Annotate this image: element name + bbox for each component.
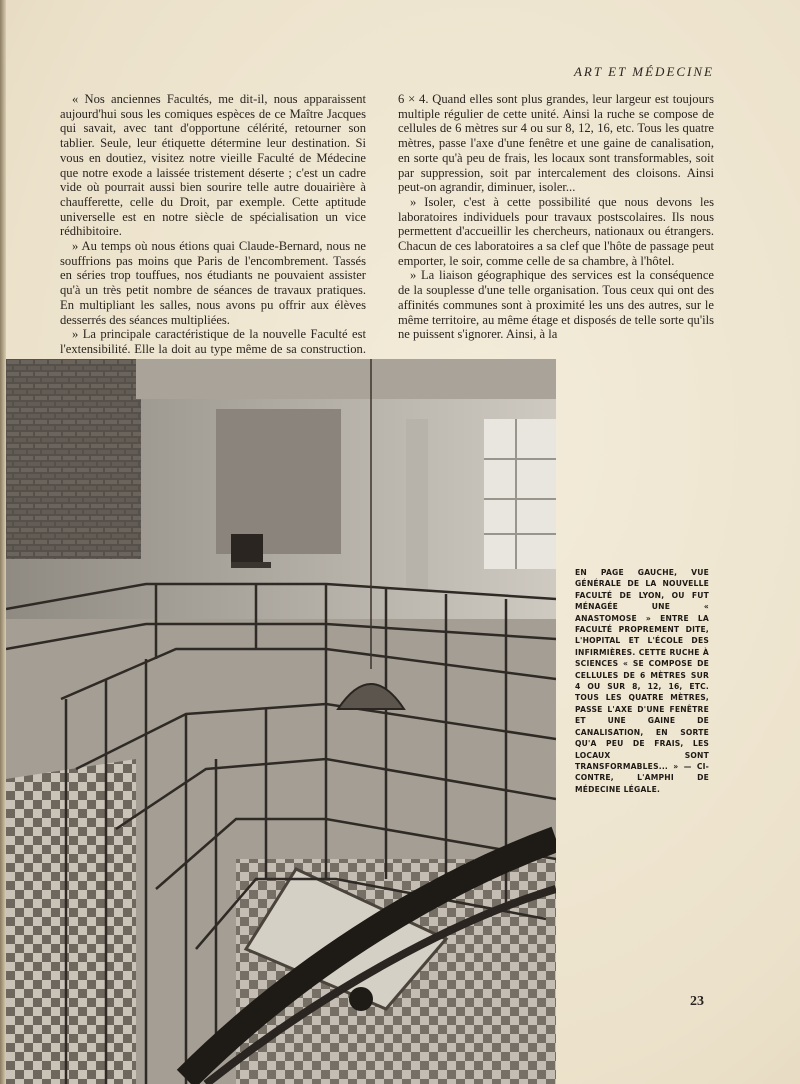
section-header: ART ET MÉDECINE [573, 64, 714, 79]
paragraph: 6 × 4. Quand elles sont plus grandes, leur largeur est toujours multiple régulier de cette unité. Ainsi la ruche se compose de cellules de 6 mètres sur 4 ou sur 8, 12, 16, etc. Tous les quatre mètres, passe l'axe d'une fenêtre et une gaine de canalisation, en sorte qu'à peu de frais, les locaux sont transformables, soit par suppression, soit par intercalement des cloisons. Ainsi peut-on agrandir, diminuer, isoler... [398, 92, 714, 195]
paragraph: « Nos anciennes Facultés, me dit-il, nous apparaissent aujourd'hui sous les comiques espèces de ce Maître Jacques qui savait, avec tant d'opportune célérité, retourner son tablier. Seule, leur étiquette détermine leur destination. Si vous en doutiez, visitez notre vieille Faculté de Médecine que notre exode a laissée tristement déserte ; c'est un cadre vide où pourrait aussi bien sourire telle autre douairière à chaufferette, celle du Droit, par exemple. Cette aptitude universelle est en notre siècle de spécialisation un vice rédhibitoire. [60, 92, 366, 239]
amphitheatre-photo [6, 359, 556, 1084]
page-number: 23 [690, 994, 704, 1009]
paragraph: » Au temps où nous étions quai Claude-Bernard, nous ne souffrions pas moins que Paris de l'encombrement. Tassés en séries trop touffues, nos étudiants ne pouvaient assister qu'à un très petit nombre de séances de travaux pratiques. En multipliant les salles, nous avons pu offrir aux élèves desserrés des séances multipliées. [60, 239, 366, 327]
left-text-column [60, 92, 366, 371]
right-text-column [398, 92, 714, 342]
paragraph: » La principale caractéristique de la nouvelle Faculté est l'extensibilité. Elle la doit au type même de sa construction. [60, 327, 366, 356]
paragraph: » La liaison géographique des services est la conséquence de la souplesse d'une telle organisation. Tous ceux qui ont des affinités communes sont à proximité les uns des autres, sur le même territoire, au même étage et disposés de telle sorte qu'ils ne puissent s'ignorer. Ainsi, à la [398, 268, 714, 342]
paragraph: » Isoler, c'est à cette possibilité que nous devons les laboratoires individuels pour travaux postscolaires. Ils nous permettent d'accueillir les chercheurs, nationaux ou étrangers. Chacun de ces laboratoires a sa clef que l'hôte de passage peut emporter, le soir, comme celle de sa chambre, à l'hôtel. [398, 194, 714, 268]
photo-caption: EN PAGE GAUCHE, VUE GÉNÉRALE DE LA NOUVELLE FACULTÉ DE LYON, OU FUT MÉNAGÉE UNE « ANASTOMOSE » ENTRE LA FACULTÉ PROPREMENT DITE, L'HOPITAL ET L'ÉCOLE DES INFIRMIÈRES. CETTE RUCHE À SCIENCES « SE COMPOSE DE CELLULES DE 6 MÈTRES SUR 4 OU SUR 8, 12, 16, ETC. TOUS LES QUATRE MÈTRES, PASSE L'AXE D'UNE FENÊTRE ET UNE GAINE DE CANALISATION, EN SORTE QU'A PEU DE FRAIS, LES LOCAUX SONT TRANSFORMABLES... » — CI-CONTRE, L'AMPHI DE MÉDECINE LÉGALE. [575, 568, 709, 794]
